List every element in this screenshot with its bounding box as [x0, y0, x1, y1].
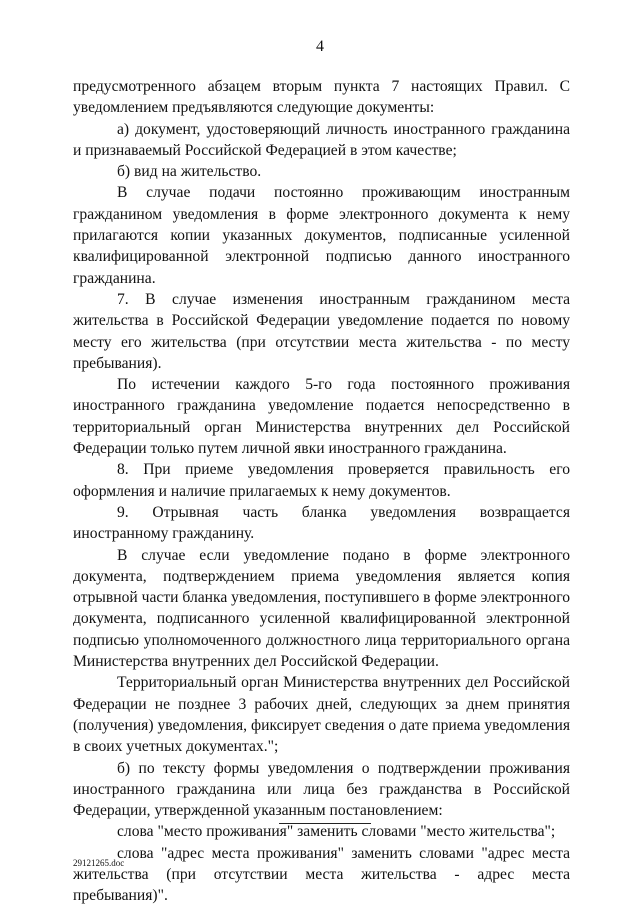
paragraph: 7. В случае изменения иностранным гражданином места жительства в Российской Федерации уведомление подается по новому месту его жительства (при отсутствии места жительства - по месту пребывания). [73, 290, 570, 372]
paragraph: 8. При приеме уведомления проверяется правильность его оформления и наличие прилагаемых к нему документов. [73, 461, 570, 500]
page-number: 4 [316, 38, 324, 55]
paragraph: б) вид на жительство. [117, 163, 262, 181]
paragraph: В случае подачи постоянно проживающим иностранным гражданином уведомления в форме электронного документа к нему прилагаются копии указанных документов, подписанные усиленной квалифицированной электронной подписью данного иностранного гражданина. [73, 184, 570, 287]
paragraph: Территориальный орган Министерства внутренних дел Российской Федерации не позднее 3 рабочих дней, следующих за днем принятия (получения) уведомления, фиксирует сведения о дате приема уведомления в своих учетных документах."; [73, 674, 570, 756]
paragraph: слова "место проживания" заменить словами "место жительства"; [117, 823, 556, 841]
paragraph: 9. Отрывная часть бланка уведомления возвращается иностранному гражданину. [73, 503, 570, 543]
footer-file-code: 29121265.doc [73, 858, 125, 868]
paragraph: слова "адрес места проживания" заменить словами "адрес места жительства (при отсутствии места жительства - адрес места пребывания)". [73, 844, 570, 905]
paragraph: предусмотренного абзацем вторым пункта 7 настоящих Правил. С уведомлением предъявляются следующие документы: [73, 78, 570, 117]
end-divider [279, 823, 371, 824]
paragraph: В случае если уведомление подано в форме электронного документа, подтверждением приема уведомления является копия отрывной части бланка уведомления, поступившего в форме электронного документа, подписанного усиленной квалифицированной электронной подписью уполномоченного должностного лица территориального органа Министерства внутренних дел Российской Федерации. [73, 546, 570, 671]
paragraph: По истечении каждого 5-го года постоянного проживания иностранного гражданина уведомление подается непосредственно в территориальный орган Министерства внутренних дел Российской Федерации только путем личной явки иностранного гражданина. [73, 376, 570, 458]
paragraph: а) документ, удостоверяющий личность иностранного гражданина и признаваемый Российской Федерацией в этом качестве; [73, 120, 570, 159]
paragraph: б) по тексту формы уведомления о подтверждении проживания иностранного гражданина или лица без гражданства в Российской Федерации, утвержденной указанным постановлением: [73, 759, 570, 820]
document-body [73, 76, 570, 907]
